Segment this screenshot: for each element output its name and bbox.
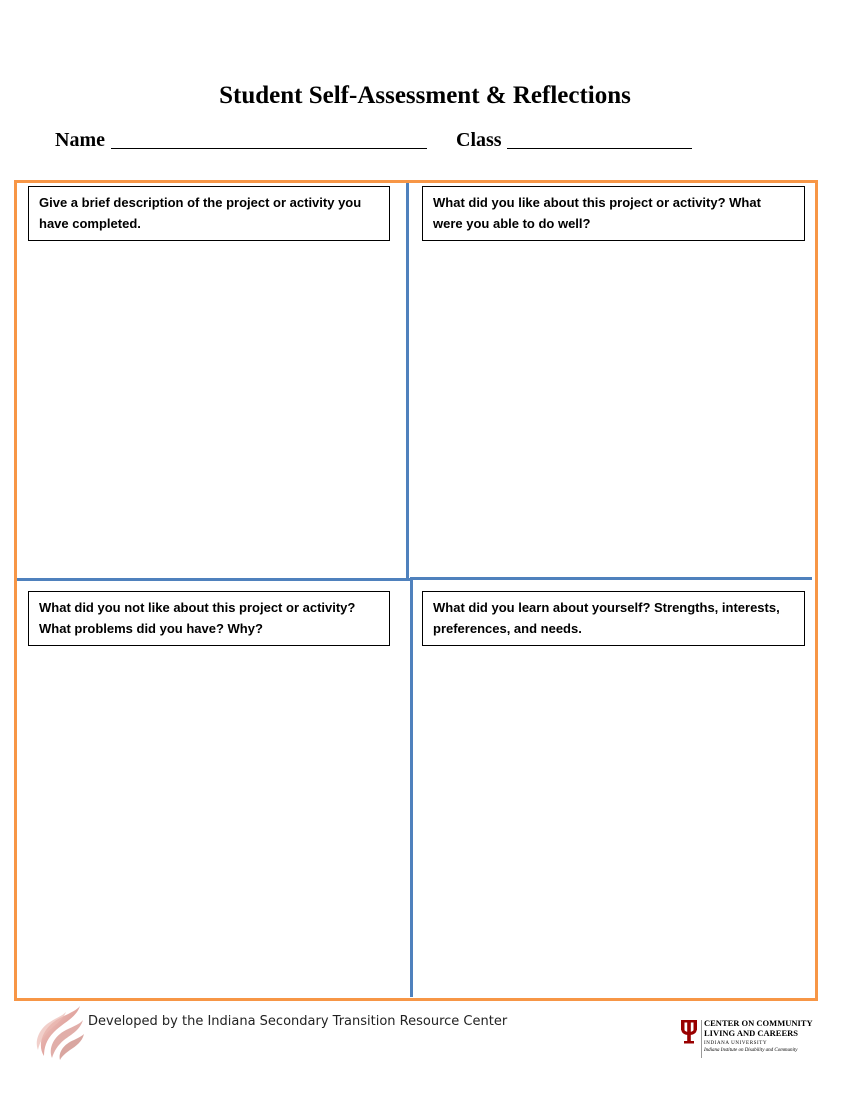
- writing-area-top-left[interactable]: [17, 243, 405, 577]
- prompt-line: What did you like about this project or activity? What: [433, 195, 761, 210]
- center-on-community-living-logo: [680, 1018, 813, 1062]
- logo-line-center: CENTER ON COMMUNITY: [704, 1018, 813, 1028]
- logo-divider: [701, 1020, 702, 1058]
- writing-area-bottom-right[interactable]: [414, 648, 810, 994]
- prompt-disliked: [28, 591, 390, 646]
- vertical-divider-upper: [406, 183, 409, 579]
- prompt-line: have completed.: [39, 216, 141, 231]
- indiana-university-trident-icon: [680, 1020, 698, 1046]
- prompt-line: were you able to do well?: [433, 216, 591, 231]
- transition-center-logo: [30, 1004, 86, 1062]
- prompt-line: What did you learn about yourself? Strengths, interests,: [433, 600, 780, 615]
- class-field[interactable]: [507, 148, 692, 149]
- developed-by-credit: Developed by the Indiana Secondary Transition Resource Center: [88, 1014, 508, 1029]
- prompt-line: What did you not like about this project or activity?: [39, 600, 356, 615]
- writing-area-top-right[interactable]: [412, 243, 810, 575]
- prompt-learned-about-self: [422, 591, 805, 646]
- prompt-line: What problems did you have? Why?: [39, 621, 263, 636]
- page-title: Student Self-Assessment & Reflections: [219, 82, 631, 109]
- name-label: Name: [55, 129, 105, 151]
- name-field[interactable]: [111, 148, 427, 149]
- class-label: Class: [456, 129, 502, 151]
- prompt-project-description: [28, 186, 390, 241]
- prompt-line: preferences, and needs.: [433, 621, 582, 636]
- logo-line-university: INDIANA UNIVERSITY: [704, 1041, 768, 1046]
- prompt-line: Give a brief description of the project or activity you: [39, 195, 362, 210]
- horizontal-divider-left: [17, 578, 413, 581]
- writing-area-bottom-left[interactable]: [17, 648, 409, 994]
- logo-line-living: LIVING AND CAREERS: [704, 1028, 798, 1038]
- prompt-liked: [422, 186, 805, 241]
- logo-line-institute: Indiana Institute on Disability and Community: [704, 1048, 798, 1053]
- vertical-divider-lower: [410, 579, 413, 997]
- horizontal-divider-right: [410, 577, 812, 580]
